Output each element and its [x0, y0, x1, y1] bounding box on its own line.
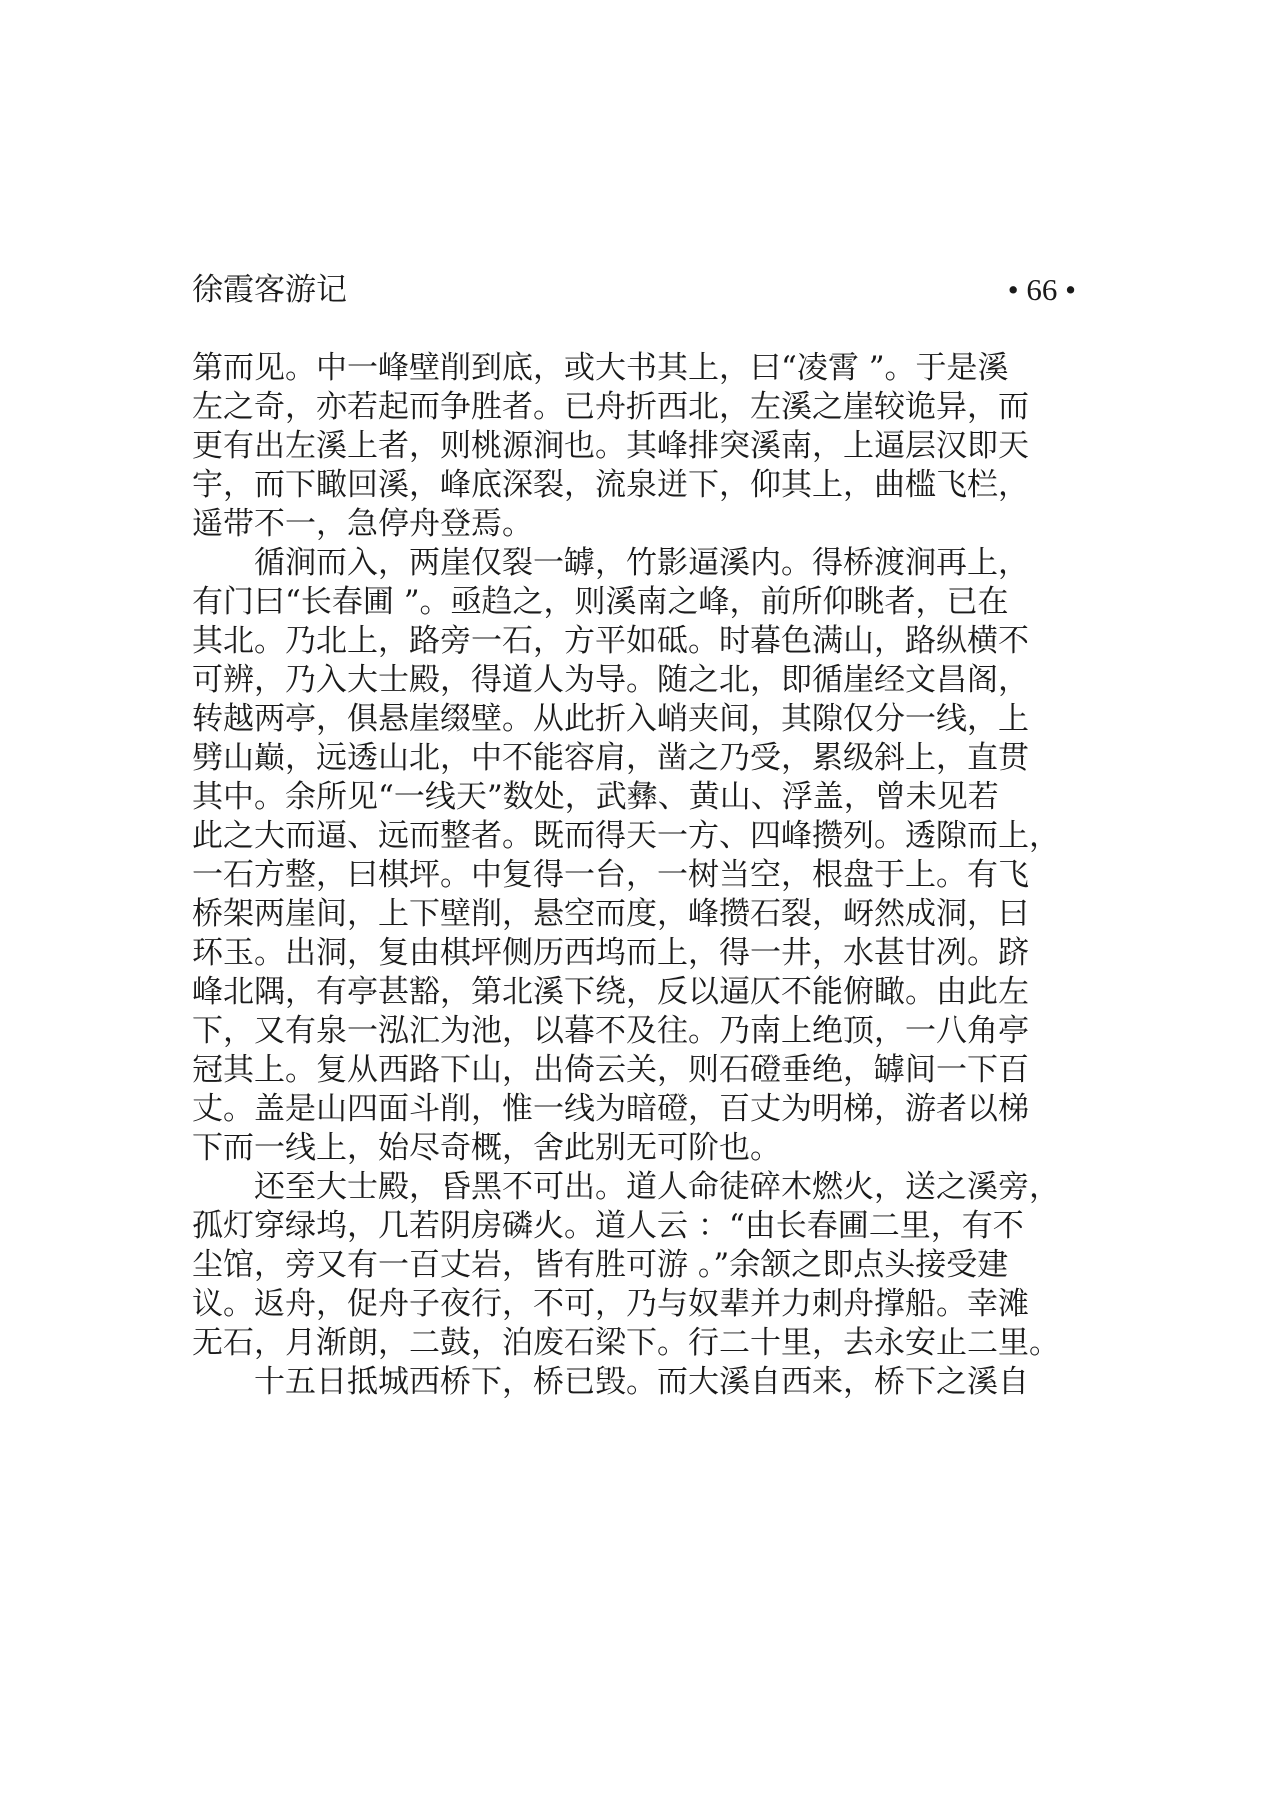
text-line: 劈山巅，远透山北，中不能容肩，凿之乃受，累级斜上，直贯	[192, 740, 1029, 776]
text-line: 无石，月渐朗，二鼓，泊废石梁下。行二十里，去永安止二里。	[192, 1325, 1060, 1361]
text-line: 转越两亭，俱悬崖缀壁。从此折入峭夹间，其隙仅分一线，上	[192, 701, 1029, 737]
text-line: 宇，而下瞰回溪，峰底深裂，流泉迸下，仰其上，曲槛飞栏，	[192, 467, 1029, 503]
page-number: • 66 •	[1007, 272, 1076, 307]
text-line: 遥带不一，急停舟登焉。	[192, 506, 533, 542]
paragraph-start-line: 十五日抵城西桥下，桥已毁。而大溪自西来，桥下之溪自	[254, 1364, 1029, 1400]
text-line: 左之奇，亦若起而争胜者。已舟折西北，左溪之崖较诡异，而	[192, 389, 1029, 425]
text-line: 下而一线上，始尽奇概，舍此别无可阶也。	[192, 1130, 781, 1166]
text-line: 此之大而逼、远而整者。既而得天一方、四峰攒列。透隙而上，	[192, 818, 1060, 854]
text-line: 峰北隅，有亭甚豁，第北溪下绕，反以逼仄不能俯瞰。由此左	[192, 974, 1029, 1010]
text-line: 第而见。中一峰壁削到底，或大书其上，曰“凌霄 ”。于是溪	[192, 350, 1009, 386]
paragraph-start-line: 循涧而入，两崖仅裂一罅，竹影逼溪内。得桥渡涧再上，	[254, 545, 1029, 581]
text-line: 其北。乃北上，路旁一石，方平如砥。时暮色满山，路纵横不	[192, 623, 1029, 659]
text-line: 丈。盖是山四面斗削，惟一线为暗磴，百丈为明梯，游者以梯	[192, 1091, 1029, 1127]
text-line: 冠其上。复从西路下山，出倚云关，则石磴垂绝，罅间一下百	[192, 1052, 1029, 1088]
text-line: 环玉。出洞，复由棋坪侧历西坞而上，得一井，水甚甘冽。跻	[192, 935, 1029, 971]
text-line: 桥架两崖间，上下壁削，悬空而度，峰攒石裂，岈然成洞，曰	[192, 896, 1029, 932]
text-line: 其中。余所见“一线天”数处，武彝、黄山、浮盖，曾未见若	[192, 779, 999, 815]
paragraph-start-line: 还至大士殿，昏黑不可出。道人命徒碎木燃火，送之溪旁，	[254, 1169, 1060, 1205]
body-text	[192, 349, 1076, 1402]
text-line: 可辨，乃入大士殿，得道人为导。随之北，即循崖经文昌阁，	[192, 662, 1029, 698]
text-line: 孤灯穿绿坞，几若阴房磷火。道人云 ：“由长春圃二里，有不	[192, 1208, 1024, 1244]
text-line: 议。返舟，促舟子夜行，不可，乃与奴辈并力刺舟撑船。幸滩	[192, 1286, 1029, 1322]
text-line: 有门曰“长春圃 ”。亟趋之，则溪南之峰，前所仰眺者，已在	[192, 584, 1009, 620]
text-line: 下，又有泉一泓汇为池，以暮不及往。乃南上绝顶，一八角亭	[192, 1013, 1029, 1049]
text-line: 尘馆，旁又有一百丈岩，皆有胜可游 。”余颔之即点头接受建	[192, 1247, 1009, 1283]
book-title: 徐霞客游记	[192, 272, 347, 308]
running-head	[192, 268, 1076, 312]
text-line: 一石方整，曰棋坪。中复得一台，一树当空，根盘于上。有飞	[192, 857, 1029, 893]
text-line: 更有出左溪上者，则桃源涧也。其峰排突溪南，上逼层汉即天	[192, 428, 1029, 464]
